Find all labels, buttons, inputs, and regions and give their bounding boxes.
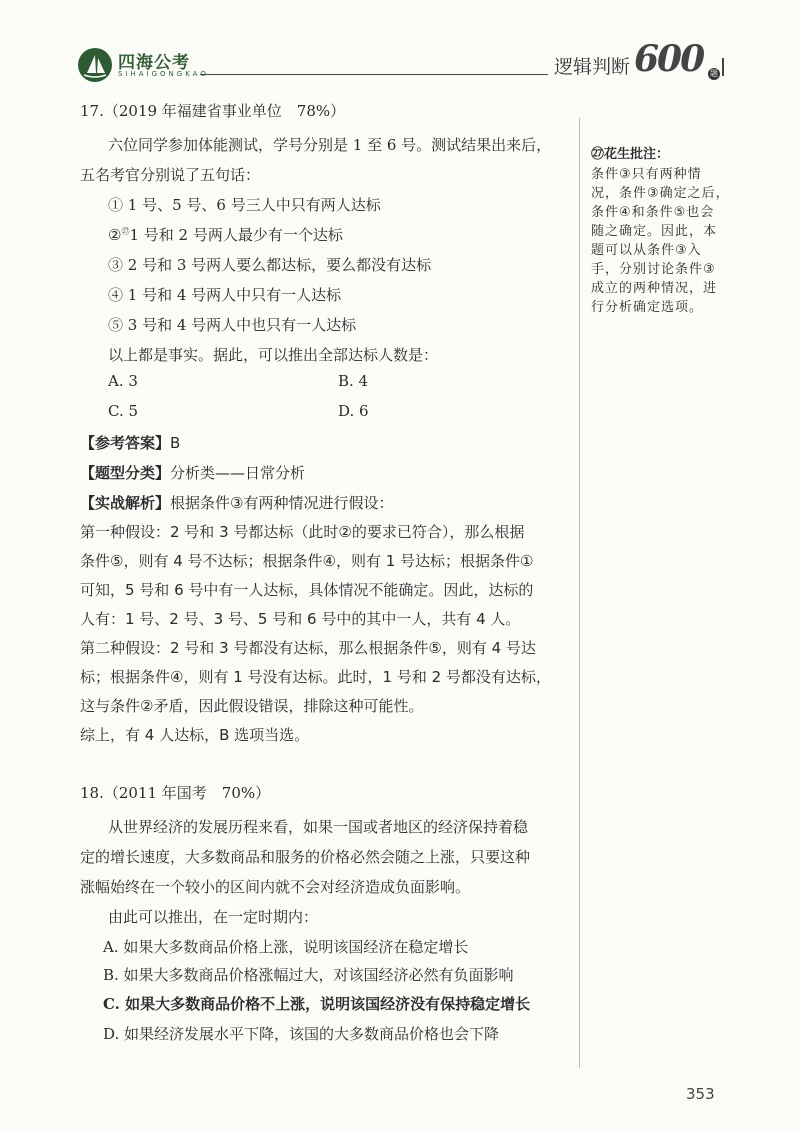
answer-value: B [170,434,181,452]
book-title: 逻辑判断 [554,56,631,78]
q18-stem-line: 涨幅始终在一个较小的区间内就不会对经济造成负面影响。 [80,878,471,896]
q17-analysis-intro [80,492,393,513]
q18-stem-line: 定的增长速度，大多数商品和服务的价格必然会随之上涨，只要这种 [80,848,531,866]
type-label: 【题型分类】 [80,464,171,482]
header-tick [722,58,724,76]
q17-option-b: B. 4 [338,372,369,390]
q17-statement-4: ④ 1 号和 4 号两人中只有一人达标 [108,286,342,304]
analysis-line: 第一种假设：2 号和 3 号都达标（此时②的要求已符合），那么根据 [80,523,525,541]
q17-option-a: A. 3 [108,372,138,390]
analysis-line: 条件⑤，则有 4 号不达标；根据条件④，则有 1 号达标；根据条件① [80,552,534,570]
margin-note-line: 题可以从条件③入 [591,243,702,258]
page-number: 353 [686,1085,715,1103]
q17-statement-1: ① 1 号、5 号、6 号三人中只有两人达标 [108,196,381,214]
q18-stem-line: 从世界经济的发展历程来看，如果一国或者地区的经济保持着稳 [108,818,529,836]
analysis-line: 可知，5 号和 6 号中有一人达标，具体情况不能确定。因此，达标的 [80,581,534,599]
analysis-line: 人有：1 号、2 号、3 号、5 号和 6 号中的其中一人，共有 4 人。 [80,610,521,628]
q17-statement-5: ⑤ 3 号和 4 号两人中也只有一人达标 [108,316,357,334]
margin-note-line: 条件④和条件⑤也会 [591,205,715,220]
q17-option-d: D. 6 [338,402,369,420]
margin-note-line: 手，分别讨论条件③ [591,262,716,277]
q17-type [80,462,305,483]
margin-note-line: 况，条件③确定之后， [591,186,730,201]
q17-heading: 17.（2019 年福建省事业单位 78%） [80,102,346,120]
logo-sail-icon [78,48,112,82]
q17-statement-2-marker: ② [108,226,122,244]
margin-note-line: 条件③只有两种情 [591,167,702,182]
q17-answer [80,432,180,453]
q18-option-a: A. 如果大多数商品价格上涨，说明该国经济在稳定增长 [103,938,469,956]
q17-option-c: C. 5 [108,402,139,420]
q17-statement-2-text: 1 号和 2 号两人最少有一个达标 [129,226,343,244]
margin-note-title: ㉗花生批注： [591,147,670,162]
margin-divider [579,118,580,1068]
q18-option-d: D. 如果经济发展水平下降，该国的大多数商品价格也会下降 [103,1025,500,1043]
type-value: 分析类——日常分析 [170,464,306,482]
logo-subtitle: SIHAIGONGKAO [118,70,209,78]
margin-note-line: 行分析确定选项。 [591,300,704,315]
answer-label: 【参考答案】 [80,434,171,452]
analysis-line: 综上，有 4 人达标，B 选项当选。 [80,726,310,744]
q17-stem-line-1: 六位同学参加体能测试，学号分别是 1 至 6 号。测试结果出来后， [108,136,552,154]
header-rule [200,74,548,75]
q18-option-b: B. 如果大多数商品价格涨幅过大，对该国经济必然有负面影响 [103,966,514,984]
q17-prompt: 以上都是事实。据此，可以推出全部达标人数是： [108,346,439,364]
margin-note-line: 成立的两种情况，进 [591,281,718,296]
page-header [72,40,732,90]
analysis-line: 第二种假设：2 号和 3 号都没有达标，那么根据条件⑤，则有 4 号达 [80,639,536,657]
q17-statement-3: ③ 2 号和 3 号两人要么都达标，要么都没有达标 [108,256,432,274]
q18-option-c: C. 如果大多数商品价格不上涨，说明该国经济没有保持稳定增长 [103,995,531,1013]
q17-statement-2 [108,224,343,245]
logo-text: 四海公考 [118,53,190,73]
analysis-label: 【实战解析】 [80,494,171,512]
analysis-line: 这与条件②矛盾，因此假设错误，排除这种可能性。 [80,697,424,715]
q17-stem-line-2: 五名考官分别说了五句话： [80,166,261,184]
margin-note-line: 随之确定。因此，本 [591,224,718,239]
book-badge: 题 [710,69,718,78]
q18-prompt: 由此可以推出，在一定时期内： [108,908,319,926]
analysis-line: 标；根据条件④，则有 1 号没有达标。此时，1 号和 2 号都没有达标， [80,668,551,686]
analysis-line: 根据条件③有两种情况进行假设： [170,494,394,512]
book-number: 600 [634,38,704,80]
q17-note-ref: ㉗ [121,227,130,236]
q18-heading: 18.（2011 年国考 70%） [80,784,271,802]
